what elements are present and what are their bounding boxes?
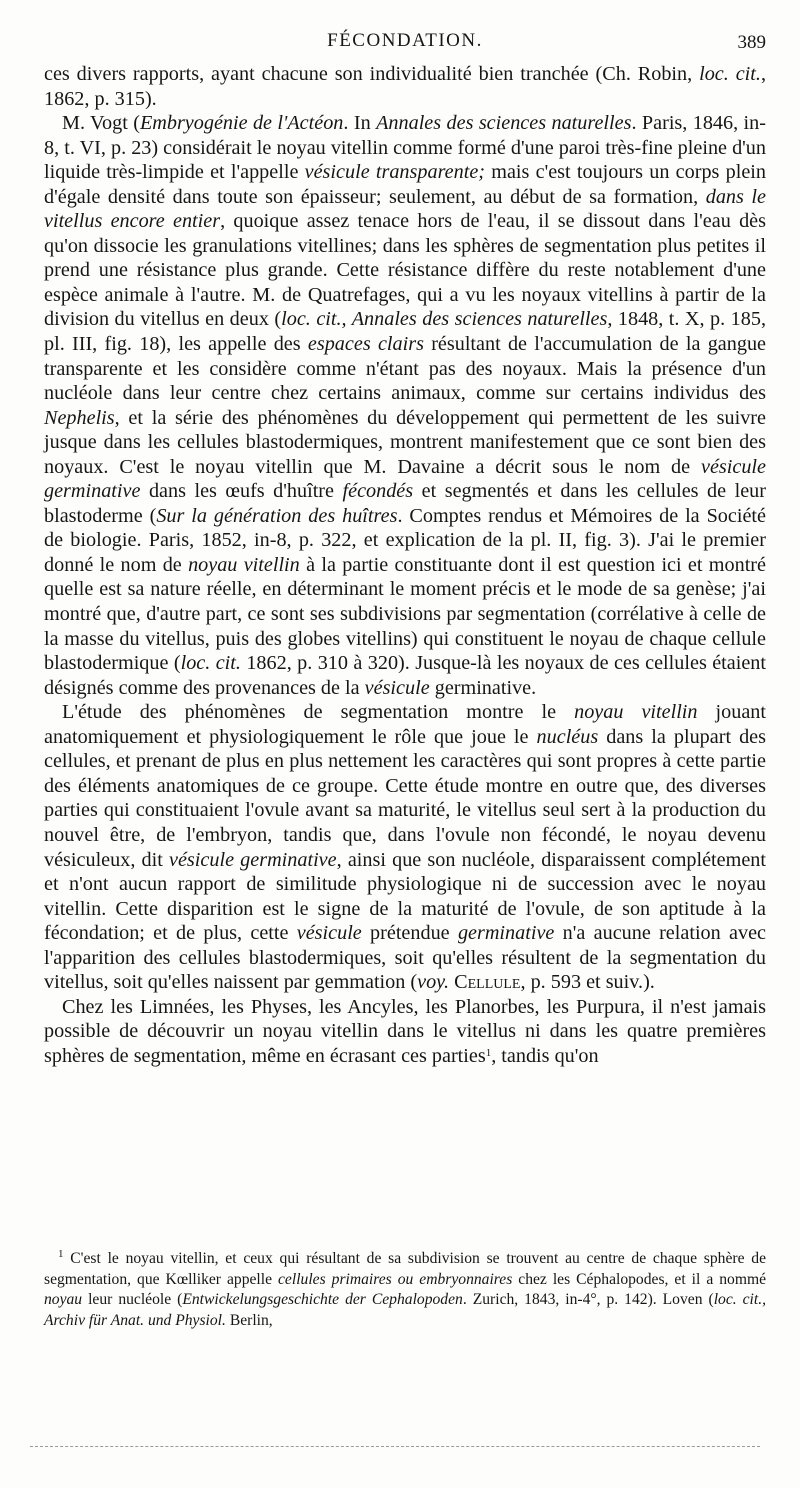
text-run: n'a aucune relation avec l'apparition des cellules blastodermiques, soit qu'elles résultent de la segmentation du vitellus, soit qu'elles naissent par gemmation ( (44, 922, 767, 994)
text-run: M. Vogt ( (62, 112, 140, 135)
italic-run: nucléus (536, 725, 599, 748)
italic-run: espaces clairs (307, 333, 424, 356)
text-run: dans la plupart des cellules, et prenant de plus en plus nettement les caractères qui sont propres à cette partie des éléments anatomiques de ce groupe. Cette étude montre en outre que, des diverses parties qui constituaient l'ovule avant sa maturité, le vitellus seul sert à la production du nouvel être, de l'embryon, tandis que, dans l'ovule non fécondé, le noyau devenu vésiculeux, dit (44, 725, 767, 871)
text-run: ces divers rapports, ayant chacune son individualité bien tranchée (Ch. Robin, (44, 63, 700, 85)
text-run: . In (343, 112, 377, 135)
paragraph-limnees (44, 995, 766, 1069)
italic-run: Annales des sciences naturelles (376, 112, 632, 135)
text-run: leur nucléole ( (82, 1291, 183, 1309)
running-title: FÉCONDATION. (327, 30, 483, 51)
text-run: chez les Céphalopodes, et il a nommé (512, 1270, 767, 1288)
text-run: , 1848, t. X, p. 185, pl. III, fig. 18), les appelle des (44, 308, 766, 356)
main-text (44, 62, 766, 1068)
italic-run: noyau vitellin (574, 701, 698, 724)
footnotes (44, 1249, 766, 1331)
italic-run: loc. cit., Archiv für Anat. und Physiol. (44, 1291, 767, 1329)
text-run: . Comptes rendus et Mémoires de la Société de biologie. Paris, 1852, in-8, p. 322, et explication de la pl. II, fig. 3). J'ai le premier donné le nom de (44, 504, 766, 576)
text-run: . Zurich, 1843, in-4°, p. 142). Loven ( (462, 1291, 714, 1309)
italic-run: Embryogénie de l'Actéon (139, 112, 344, 135)
italic-run: Nephelis (44, 406, 115, 429)
text-run: L'étude des phénomènes de segmentation montre le (62, 701, 575, 724)
paragraph-segmentation (44, 700, 766, 995)
italic-run: loc. cit., Annales des sciences naturelles (281, 308, 608, 331)
text-run: , tandis qu'on (491, 1044, 599, 1067)
text-run: résultant de l'accumulation de la gangue transparente et les considère comme n'étant pas des noyaux. Mais la présence d'un nucléole dans leur centre chez certains animaux, comme sur certains individus des (44, 333, 766, 405)
footnote-marker: 1 (58, 1248, 64, 1260)
italic-run: noyau vitellin (188, 553, 300, 576)
text-run: Chez les Limnées, les Physes, les Ancyles, les Planorbes, les Purpura, il n'est jamais possible de découvrir un noyau vitellin dans le vitellus ni dans les quatre premières sphères de segmentation, même en écrasant ces parties (44, 995, 766, 1067)
footnote-marker: 1 (485, 1046, 492, 1059)
text-run: . Paris, 1846, in-8, t. VI, p. 23) considérait le noyau vitellin comme formé d'une paroi très-fine pleine d'un liquide très-limpide et l'appelle (44, 112, 766, 184)
running-header (44, 30, 766, 56)
italic-run: dans le vitellus encore entier (44, 185, 766, 233)
italic-run: vésicule germinative (169, 848, 337, 871)
text-run: , p. 593 et suiv.). (520, 971, 655, 994)
smallcaps-run: Cellule (454, 971, 521, 994)
italic-run: vésicule transparente; (304, 161, 486, 184)
text-run: jouant anatomiquement et physiologiquement le rôle que joue le (44, 701, 766, 748)
footnote-1 (44, 1249, 766, 1331)
text-run: Berlin, (225, 1311, 273, 1329)
italic-run: cellules primaires ou embryonnaires (278, 1270, 513, 1288)
text-run: mais c'est toujours un corps plein d'égale densité dans toute son épaisseur; seulement, au début de sa formation, (44, 161, 767, 208)
italic-run: voy. (417, 971, 450, 994)
italic-run: vésicule germinative (44, 455, 766, 503)
text-run: prétendue (361, 922, 458, 945)
italic-run: germinative (457, 922, 555, 945)
page-number: 389 (737, 32, 766, 53)
text-run: C'est le noyau vitellin, et ceux qui résultant de sa subdivision se trouvent au centre de chaque sphère de segmentation, que Kœlliker appelle (44, 1250, 766, 1288)
italic-run: noyau (44, 1291, 83, 1309)
text-run: , quoique assez tenace hors de l'eau, il se dissout dans l'eau dès qu'on dissocie les granulations vitellines; dans les sphères de segmentation plus petites il prend une résistance plus grande. Cette résistance diffère du reste notablement d'une espèce animale à l'autre. M. de Quatrefages, qui a vu les noyaux vitellins à partir de la division du vitellus en deux ( (44, 210, 766, 331)
text-run: à la partie constituante dont il est question ici et montré quelle est sa nature réelle, en déterminant le moment précis et le mode de sa genèse; j'ai montré que, d'autre part, ce sont ses subdivisions par segmentation (corrélative à celle de la masse du vitellus, puis des globes vitellins) qui constituent le noyau de chaque cellule blastodermique ( (44, 553, 766, 675)
text-run: , 1862, p. 315). (44, 63, 766, 110)
italic-run: vésicule (364, 676, 430, 699)
text-run: et segmentés et dans les cellules de leur blastoderme ( (44, 480, 766, 527)
italic-run: Sur la génération des huîtres (156, 504, 398, 527)
text-run: dans les œufs d'huître (140, 480, 343, 503)
text-run: 1862, p. 310 à 320). Jusque-là les noyaux de ces cellules étaient désignés comme des provenances de la (44, 652, 767, 699)
italic-run: loc. cit. (699, 63, 761, 85)
paragraph-continuation (44, 62, 766, 111)
text-run: , ainsi que son nucléole, disparaissent complétement et n'ont aucun rapport de similitude physiologique ni de succession avec le noyau vitellin. Cette disparition est le signe de la maturité de l'ovule, de son aptitude à la fécondation; et de plus, cette (44, 848, 766, 945)
italic-run: fécondés (342, 480, 414, 503)
text-run: germinative. (429, 676, 537, 699)
italic-run: vésicule (296, 922, 362, 945)
italic-run: loc. cit. (180, 652, 241, 675)
bottom-rule (30, 1446, 760, 1449)
paragraph-vogt (44, 111, 766, 700)
italic-run: Entwickelungsgeschichte der Cephalopoden (182, 1291, 463, 1309)
text-run: , et la série des phénomènes du développement qui permettent de les suivre jusque dans les cellules blastodermiques, montrent manifestement que ce sont bien des noyaux. C'est le noyau vitellin que M. Davaine a décrit sous le nom de (44, 406, 766, 478)
